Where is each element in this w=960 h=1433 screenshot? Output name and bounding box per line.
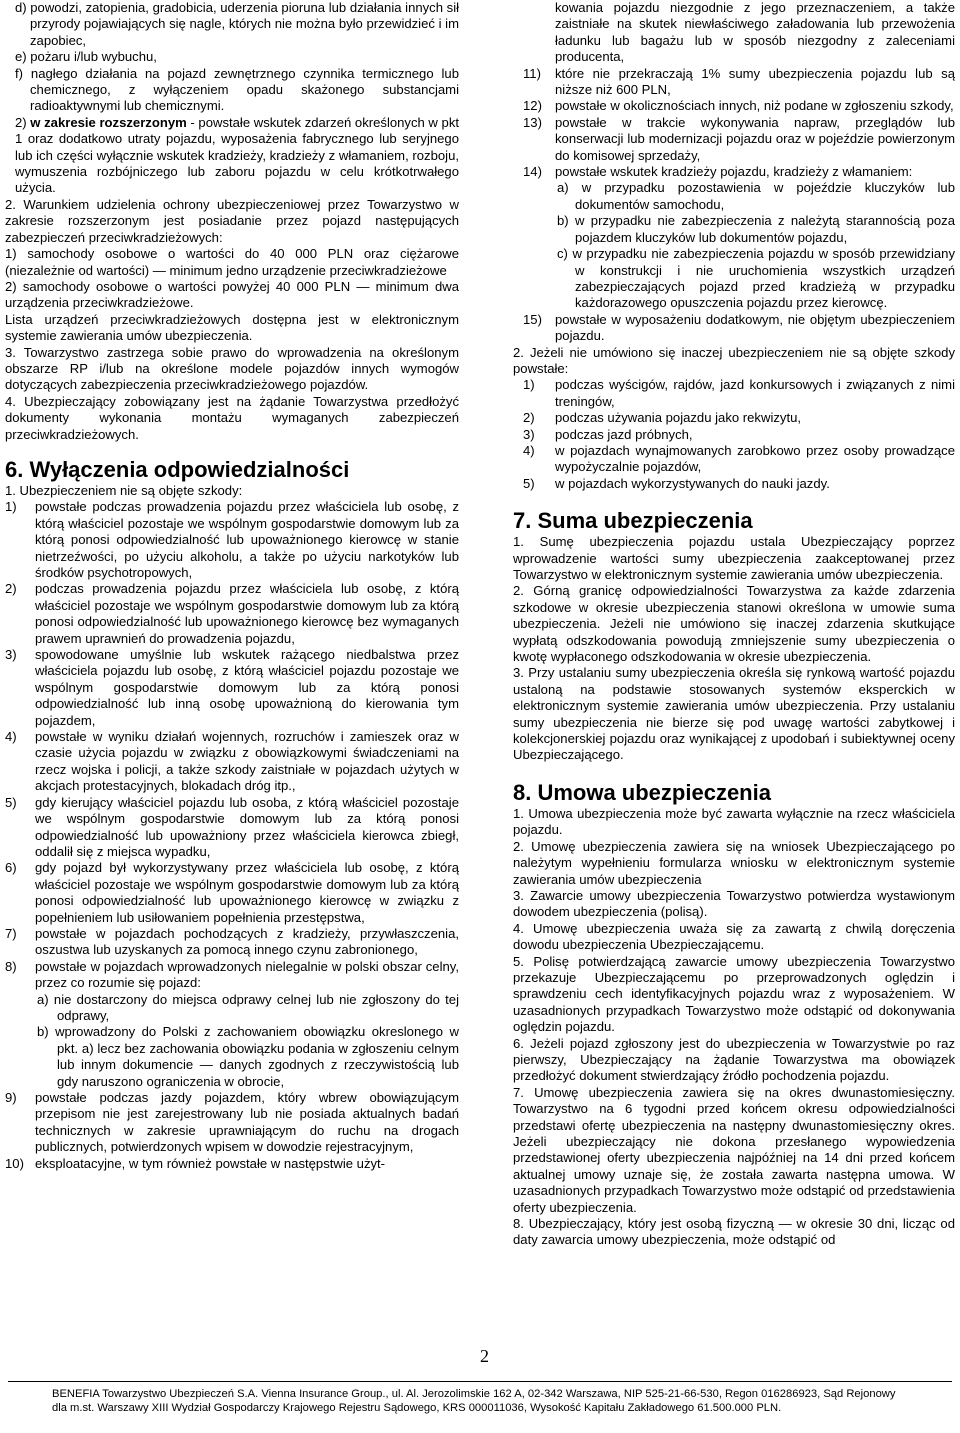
extended-scope-paragraph	[5, 115, 459, 197]
section8-point2: 2. Umowę ubezpieczenia zawiera się na wniosek Ubezpieczającego po należytym wypełnieniu formularza wniosku w elektronicznym systemie zawierania umów ubezpieczenia	[513, 838, 955, 887]
item-number: 5)	[5, 794, 17, 810]
item-number: 14)	[523, 164, 542, 180]
page-number: 2	[480, 1346, 489, 1366]
item-text: podczas prowadzenia pojazdu przez właściciela lub osobę, z którą właściciel pozostaje we wspólnym gospodarstwie domowym lub za którą ponosi odpowiedzialność lub upoważnionego kierowcę bez wymaganych prawem uprawnień do prowadzenia pojazdu,	[35, 581, 459, 646]
item-text: powstałe podczas prowadzenia pojazdu przez właściciela lub osobę, z którą właściciel pozostaje we wspólnym gospodarstwie domowym lub za którą ponosi odpowiedzialność lub upoważnionego kierowcę w stanie nietrzeźwości, po użyciu alkoholu, a także po użyciu narkotyków lub środków psychotropowych,	[35, 499, 459, 580]
item-number: 1)	[5, 499, 17, 515]
list-item	[5, 1090, 459, 1156]
list-item	[5, 795, 459, 861]
item-text: podczas wyścigów, rajdów, jazd konkursowych i związanych z nimi treningów,	[555, 377, 955, 409]
item-text: spowodowane umyślnie lub wskutek rażącego niedbalstwa przez właściciela pojazdu lub osobę, z którą właściciel pojazdu pozostaje we wspólnym gospodarstwie domowym lub za którą ponosi odpowiedzialność lub inną osobę upoważnioną do kierowania tym pojazdem,	[35, 647, 459, 728]
list-item	[513, 377, 955, 410]
extended-scope-term: w zakresie rozszerzonym	[30, 114, 187, 130]
item-number: 9)	[5, 1090, 17, 1105]
item-text: które nie przekraczają 1% sumy ubezpieczenia pojazdu lub są niższe niż 600 PLN,	[555, 65, 955, 98]
list-item	[513, 66, 955, 99]
item-text: powstałe w pojazdach wprowadzonych nielegalnie w polski obszar celny, przez co rozumie się pojazd:	[35, 958, 459, 991]
section8-heading: 8. Umowa ubezpieczenia	[513, 779, 771, 805]
list-item	[513, 427, 955, 443]
item-number: 7)	[5, 925, 17, 941]
item14-sub-c: c) w przypadku nie zabezpieczenia pojazdu w sposób przewidziany w konstrukcji i nie uruchomienia wszystkich urządzeń zabezpieczających pojazd przed kradzieżą w przypadku każdorazowego opuszczenia pojazdu przez kierowcę.	[557, 246, 955, 311]
item-number: 10)	[5, 1155, 24, 1171]
item-text: powstałe w wyposażeniu dodatkowym, nie objętym ubezpieczeniem pojazdu.	[555, 311, 955, 344]
item-number: 12)	[523, 98, 542, 114]
sub-item-text: b) wprowadzony do Polski z zachowaniem obowiązku okreslonego w pkt. a) lecz bez zachowania obowiązku podania w zgłoszeniu celnym lub innym dokumencie — danych zgodnych z rzeczywistością lub gdy naruszono ograniczenia w obrocie,	[37, 1024, 459, 1089]
exclusions-list	[5, 499, 459, 1172]
item-f: f) nagłego działania na pojazd zewnętrznego czynnika termicznego lub chemicznego, z wyłączeniem opadu skażonego substancjami radioaktywnymi lub chemicznymi.	[15, 65, 459, 114]
item-number: 8)	[5, 958, 17, 974]
section5-point2-2: 2) samochody osobowe o wartości powyżej 40 000 PLN — minimum dwa urządzenia przeciwkradzieżowe.	[5, 278, 459, 311]
list-item	[5, 499, 459, 581]
section5-point3: 3. Towarzystwo zastrzega sobie prawo do wprowadzenia na określonym obszarze RP i/lub na określone modele pojazdów innych wymogów dotyczących zabezpieczenia przeciwkradzieżowego pojazdów.	[5, 344, 459, 393]
risk-list	[5, 0, 459, 115]
item-e: e) pożaru i/lub wybuchu,	[15, 49, 157, 65]
item-text: powstałe wskutek kradzieży pojazdu, kradzieży z włamaniem:	[555, 164, 913, 180]
item-number: 4)	[5, 729, 17, 745]
item-number: 13)	[523, 114, 542, 130]
section7-point3: 3. Przy ustalaniu sumy ubezpieczenia określa się rynkową wartość pojazdu ustaloną na podstawie stosowanych systemów eksperckich w elektronicznym systemie zawierania umów ubezpieczenia. Przy ustalaniu sumy ubezpieczenia nie bierze się pod uwagę wartości zabytkowej i kolekcjonerskiej pojazdu oraz wynikającej z upodobań i subiektywnej oceny Ubezpieczającego.	[513, 665, 955, 763]
section8-point6: 6. Jeżeli pojazd zgłoszony jest do ubezpieczenia w Towarzystwie po raz pierwszy, Ubezpieczający na żądanie Towarzystwa ma obowiązek przedłożyć dokument stwierdzający źródło pochodzenia pojazdu.	[513, 1035, 955, 1084]
extended-scope-number: 2)	[15, 114, 31, 130]
footer-text: BENEFIA Towarzystwo Ubezpieczeń S.A. Vienna Insurance Group., ul. Al. Jerozolimskie 162 A, 02-342 Warszawa, NIP 525-21-66-530, Regon 016286923, Sąd Rejonowy dla m.st. Warszawy XIII Wydział Gospodarczy Krajowego Rejestru Sądowego, KRS 000011036, Wysokość Kapitału Zakładowego 61.500.000 PLN.	[52, 1388, 896, 1414]
item-text: gdy kierujący właściciel pojazdu lub osoba, z którą właściciel pozostaje we wspólnym gospodarstwie domowym lub za którą ponosi odpowiedzialność lub upoważniony przez właściciela kierowca zbiegł, oddalił się z miejsca wypadku,	[35, 794, 459, 859]
item-number: 6)	[5, 860, 17, 876]
item-text: powstałe podczas jazdy pojazdem, który wbrew obowiązującym przepisom nie jest zarejestrowany lub nie posiada aktualnych badań technicznych w zakresie uprawniającym do ruchu na drogach publicznych, potwierdzonych wpisem w dowodzie rejestracyjnym,	[35, 1090, 459, 1155]
list-item	[513, 410, 955, 426]
section8-point4: 4. Umowę ubezpieczenia uważa się za zawartą z chwilą doręczenia dowodu ubezpieczenia Ubezpieczającemu.	[513, 920, 955, 953]
item-text: powstałe w pojazdach pochodzących z kradzieży, przywłaszczenia, oszustwa lub uzyskanych za pomocą innego czynu zabronionego,	[35, 925, 459, 958]
item-number: 3)	[5, 647, 17, 663]
section7-point1: 1. Sumę ubezpieczenia pojazdu ustala Ubezpieczający poprzez wprowadzenie wartości sumy ubezpieczenia zaakceptowanej przez Towarzystwo w elektronicznym systemie zawierania umów ubezpieczenia.	[513, 534, 955, 582]
section5-point2: 2. Warunkiem udzielenia ochrony ubezpieczeniowej przez Towarzystwo w zakresie rozszerzonym jest posiadanie przez pojazd następujących zabezpieczeń przeciwkradzieżowych:	[5, 196, 459, 245]
section7-heading: 7. Suma ubezpieczenia	[513, 508, 753, 534]
section6-heading: 6. Wyłączenia odpowiedzialności	[5, 456, 350, 482]
item8-sub-a	[5, 992, 459, 1025]
item-number: 3)	[523, 426, 535, 442]
section8-point1: 1. Umowa ubezpieczenia może być zawarta wyłącznie na rzecz właściciela pojazdu.	[513, 805, 955, 838]
list-item	[513, 312, 955, 345]
item-text: eksploatacyjne, w tym również powstałe w następstwie użyt-	[35, 1155, 386, 1171]
list-item	[5, 1156, 459, 1172]
exclusions-intro: 1. Ubezpieczeniem nie są objęte szkody:	[5, 482, 243, 498]
right-column	[513, 0, 955, 1249]
list-item	[5, 647, 459, 729]
left-column	[5, 0, 459, 1172]
item10-continuation: kowania pojazdu niezgodnie z jego przeznaczeniem, a także zaistniałe na skutek niewłaściwego załadowania lub przewożenia ładunku lub bagażu lub w sposób niezgodny z zaleceniami producenta,	[555, 0, 955, 65]
item-text: powstałe w trakcie wykonywania napraw, przeglądów lub konserwacji lub modernizacji pojazdu oraz w pojeździe powierzonym do komisowej sprzedaży,	[555, 114, 955, 163]
list-item	[513, 98, 955, 114]
list-item	[513, 164, 955, 180]
section6-point2: 2. Jeżeli nie umówiono się inaczej ubezpieczeniem nie są objęte szkody powstałe:	[513, 344, 955, 376]
antitheft-list-note: Lista urządzeń przeciwkradzieżowych dostępna jest w elektronicznym systemie zawierania umów ubezpieczenia.	[5, 311, 459, 344]
item-number: 2)	[5, 581, 17, 597]
list-item	[5, 926, 459, 959]
item-number: 2)	[523, 410, 535, 426]
sub-item-text: a) nie dostarczony do miejsca odprawy celnej lub nie zgłoszony do tej odprawy,	[37, 991, 459, 1023]
list-item	[5, 729, 459, 795]
section5-point4: 4. Ubezpieczający zobowiązany jest na żądanie Towarzystwa przedłożyć dokumenty wykonania montażu wymaganych zabezpieczeń przeciwkradzieżowych.	[5, 393, 459, 442]
item-number: 5)	[523, 475, 535, 491]
item-text: podczas używania pojazdu jako rekwizytu,	[555, 410, 802, 426]
list-item	[5, 581, 459, 647]
item-text: powstałe w okolicznościach innych, niż podane w zgłoszeniu szkody,	[555, 98, 954, 114]
item-text: powstałe w wyniku działań wojennych, rozruchów i zamieszek oraz w czasie użycia pojazdu w związku z obowiązkowymi świadczeniami na rzecz wojska i policji, a także szkody zaistniałe w pojazdach użytych w akcjach protestacyjnych, blokadach dróg itp.,	[35, 729, 459, 794]
item-text: w pojazdach wykorzystywanych do nauki jazdy.	[555, 475, 830, 491]
item-number: 4)	[523, 442, 535, 458]
extended-scope-text: - powstałe wskutek zdarzeń określonych w pkt 1 oraz dodatkowo utraty pojazdu, wyposażenia fabrycznego lub seryjnego lub ich części wyłącznie wskutek kradzieży, kradzieży z włamaniem, rozboju, wymuszenia rozbójniczego lub zaboru pojazdu w celu krótkotrwałego użycia.	[15, 114, 459, 196]
list-item	[5, 860, 459, 926]
item-number: 15)	[523, 311, 542, 327]
item-d: d) powodzi, zatopienia, gradobicia, uderzenia pioruna lub działania innych sił przyrody pojawiających się nagle, których nie można było przewidzieć i im zapobiec,	[15, 0, 460, 48]
section8-point7: 7. Umowę ubezpieczenia zawiera się na okres dwunastomiesięczny. Towarzystwo na 6 tygodni przed końcem okresu odpowiedzialności przedstawi ofertę ubezpieczenia na następny dwunastomiesięczny okres. Jeżeli ubezpieczający nie dokona przesłanego wypowiedzenia przedstawionej oferty ubezpieczenia najpóźniej na 14 dni przed końcem aktualnej umowy uznaje się, że została zawarta następna umowa. W uzasadnionych przypadkach Towarzystwo może odstąpić od przedstawienia oferty ubezpieczenia.	[513, 1084, 955, 1215]
section8-point5: 5. Polisę potwierdzającą zawarcie umowy ubezpieczenia Towarzystwo przekazuje Ubezpieczającemu po przeprowadzonych oględzin i sprawdzeniu cech identyfikacyjnych pojazdu wraz z wyposażeniem. W uzasadnionych przypadkach Towarzystwo może odstąpić od dokonywania oględzin pojazdu.	[513, 953, 955, 1035]
list-item	[513, 115, 955, 164]
section5-point2-1: 1) samochody osobowe o wartości do 40 000 PLN oraz ciężarowe (niezależnie od wartości) — minimum jedno urządzenie przeciwkradzieżowe	[5, 246, 459, 278]
list-item	[513, 476, 955, 492]
list-item	[513, 443, 955, 476]
section7-point2: 2. Górną granicę odpowiedzialności Towarzystwa za każde zdarzenia szkodowe w okresie ubezpieczenia stanowi określona w umowie suma ubezpieczenia. Jeżeli nie umówiono się inaczej zdarzenia skutkujące wypłatą odszkodowania powodują zmniejszenie sumy ubezpieczenia o kwotę wypłaconego odszkodowania w okresie ubezpieczenia.	[513, 583, 955, 665]
item-text: gdy pojazd był wykorzystywany przez właściciela lub osobę, z którą właściciel pozostaje we wspólnym gospodarstwie domowym lub za którą ponosi odpowiedzialność lub upoważnionego kierowcę w związku z popełnieniem lub usiłowaniem popełnienia przestępstwa,	[35, 860, 459, 925]
section8-point8: 8. Ubezpieczający, który jest osobą fizyczną — w okresie 30 dni, licząc od daty zawarcia umowy ubezpieczenia, może odstąpić od	[513, 1216, 955, 1248]
item-number: 11)	[523, 65, 541, 81]
item-number: 1)	[523, 377, 535, 393]
item8-sub-b	[5, 1024, 459, 1090]
item-text: w pojazdach wynajmowanych zarobkowo przez osoby prowadzące wypożyczalnie pojazdów,	[555, 442, 955, 475]
footer-divider	[8, 1381, 952, 1382]
item14-sub-b: b) w przypadku nie zabezpieczenia z należytą starannością poza pojazdem kluczyków lub dokumentów pojazdu,	[557, 213, 955, 245]
item14-sub-a: a) w przypadku pozostawienia w pojeździe kluczyków lub dokumentów samochodu,	[557, 180, 955, 212]
list-item	[5, 959, 459, 992]
section8-point3: 3. Zawarcie umowy ubezpieczenia Towarzystwo potwierdza wystawionym dowodem ubezpieczenia (polisą).	[513, 887, 955, 920]
item-text: podczas jazd próbnych,	[555, 426, 693, 442]
